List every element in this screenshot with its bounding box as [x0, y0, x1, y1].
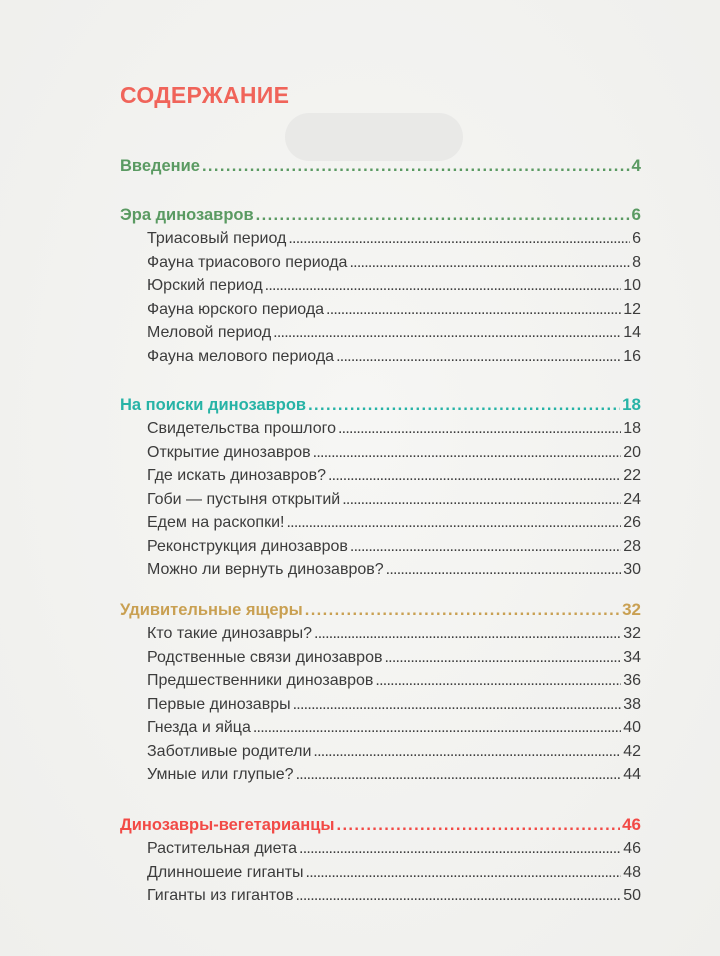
section-heading[interactable] [120, 153, 641, 178]
dot-leader [386, 558, 622, 582]
dot-leader [273, 321, 621, 345]
entry-label: Фауна юрского периода [147, 300, 325, 318]
page-number: 10 [623, 277, 641, 294]
section-heading[interactable] [120, 202, 641, 227]
dot-leader [308, 393, 620, 417]
dot-leader [349, 251, 630, 275]
toc-entry[interactable] [120, 417, 641, 441]
dot-leader [336, 345, 621, 369]
toc-entry[interactable] [120, 321, 641, 345]
dot-leader [296, 763, 622, 787]
toc-entry[interactable] [120, 298, 641, 322]
entry-label: Можно ли вернуть динозавров? [147, 561, 384, 578]
entry-label: Гиганты из гигантов [147, 887, 294, 904]
dot-leader [342, 488, 621, 512]
entry-label: Меловой период [147, 324, 272, 341]
dot-leader [256, 203, 630, 227]
dot-leader [253, 716, 621, 740]
entry-label: Гнезда и яйца [147, 719, 251, 736]
toc-section [120, 153, 641, 178]
dot-leader [328, 464, 621, 488]
entry-label: Реконструкция динозавров [147, 537, 348, 555]
page-number: 8 [632, 253, 641, 271]
entry-label: Эра динозавров [120, 206, 254, 224]
toc-entry[interactable] [120, 345, 641, 369]
toc-entry[interactable] [120, 558, 641, 582]
section-heading[interactable] [120, 392, 641, 417]
toc-entry[interactable] [120, 227, 641, 251]
page-number: 38 [623, 695, 641, 713]
entry-label: Открытие динозавров [147, 443, 311, 461]
toc-entry[interactable] [120, 837, 641, 861]
toc-section [120, 812, 641, 908]
dot-leader [326, 298, 621, 322]
entry-label: На поиски динозавров [120, 396, 307, 414]
entry-label: Юрский период [147, 277, 263, 294]
page-number: 36 [623, 672, 641, 689]
page-number: 4 [631, 156, 641, 175]
entry-label: Фауна триасового периода [147, 253, 348, 271]
page-number: 16 [623, 347, 641, 365]
toc-entry[interactable] [120, 622, 641, 646]
page-number: 46 [622, 815, 641, 834]
dot-leader [313, 441, 622, 465]
page-number: 40 [623, 719, 641, 736]
toc-entry[interactable] [120, 669, 641, 693]
dot-leader [305, 598, 620, 622]
page-number: 24 [623, 490, 641, 508]
page-number: 30 [623, 561, 641, 578]
entry-label: Едем на раскопки! [147, 514, 285, 531]
entry-label: Динозавры-вегетарианцы [120, 816, 335, 834]
page-number: 18 [622, 395, 641, 414]
page-number: 22 [623, 467, 641, 484]
dot-leader [313, 740, 621, 764]
dot-leader [350, 535, 621, 559]
section-heading[interactable] [120, 812, 641, 837]
entry-label: Умные или глупые? [147, 766, 294, 783]
toc-entry[interactable] [120, 861, 641, 885]
page-number: 44 [623, 766, 641, 783]
toc-entry[interactable] [120, 693, 641, 717]
page-number: 26 [623, 514, 641, 531]
entry-label: Родственные связи динозавров [147, 648, 383, 666]
page-number: 20 [623, 443, 641, 461]
dot-leader [295, 884, 621, 908]
dot-leader [336, 813, 620, 837]
dot-leader [202, 154, 630, 178]
toc-section [120, 392, 641, 582]
entry-label: Заботливые родители [147, 742, 312, 760]
toc-entry[interactable] [120, 740, 641, 764]
page-number: 6 [631, 205, 641, 224]
entry-label: Триасовый период [147, 230, 287, 247]
entry-label: Кто такие динозавры? [147, 625, 312, 642]
toc-entry[interactable] [120, 488, 641, 512]
entry-label: Введение [120, 157, 200, 175]
entry-label: Гоби — пустыня открытий [147, 490, 341, 508]
entry-label: Фауна мелового периода [147, 347, 335, 365]
page-number: 46 [623, 840, 641, 857]
dot-leader [286, 511, 621, 535]
page-number: 32 [623, 625, 641, 642]
toc-entry[interactable] [120, 716, 641, 740]
page-number: 18 [623, 420, 641, 437]
toc-entry[interactable] [120, 464, 641, 488]
toc-section [120, 202, 641, 368]
toc-entry[interactable] [120, 274, 641, 298]
toc-entry[interactable] [120, 441, 641, 465]
entry-label: Первые динозавры [147, 695, 291, 713]
toc-section [120, 597, 641, 787]
entry-label: Растительная диета [147, 840, 298, 857]
dot-leader [288, 227, 630, 251]
section-heading[interactable] [120, 597, 641, 622]
dot-leader [375, 669, 621, 693]
page-number: 34 [623, 648, 641, 666]
dot-leader [338, 417, 621, 441]
page-number: 6 [632, 230, 641, 247]
dot-leader [265, 274, 622, 298]
dot-leader [314, 622, 621, 646]
dot-leader [293, 693, 622, 717]
toc-entry[interactable] [120, 884, 641, 908]
toc-entry[interactable] [120, 646, 641, 670]
dot-leader [384, 646, 621, 670]
toc-entry[interactable] [120, 535, 641, 559]
entry-label: Длинношеие гиганты [147, 863, 304, 881]
page-number: 28 [623, 537, 641, 555]
entry-label: Удивительные ящеры [120, 601, 303, 619]
page-number: 12 [623, 300, 641, 318]
page-number: 48 [623, 863, 641, 881]
dot-leader [299, 837, 621, 861]
entry-label: Где искать динозавров? [147, 467, 326, 484]
toc-entry[interactable] [120, 251, 641, 275]
page-number: 14 [623, 324, 641, 341]
entry-label: Предшественники динозавров [147, 672, 374, 689]
page-title: СОДЕРЖАНИЕ [120, 82, 290, 108]
toc-entry[interactable] [120, 511, 641, 535]
entry-label: Свидетельства прошлого [147, 420, 336, 437]
toc-entry[interactable] [120, 763, 641, 787]
page-number: 32 [622, 600, 641, 619]
page-number: 50 [623, 887, 641, 904]
page-number: 42 [623, 742, 641, 760]
dot-leader [306, 861, 622, 885]
